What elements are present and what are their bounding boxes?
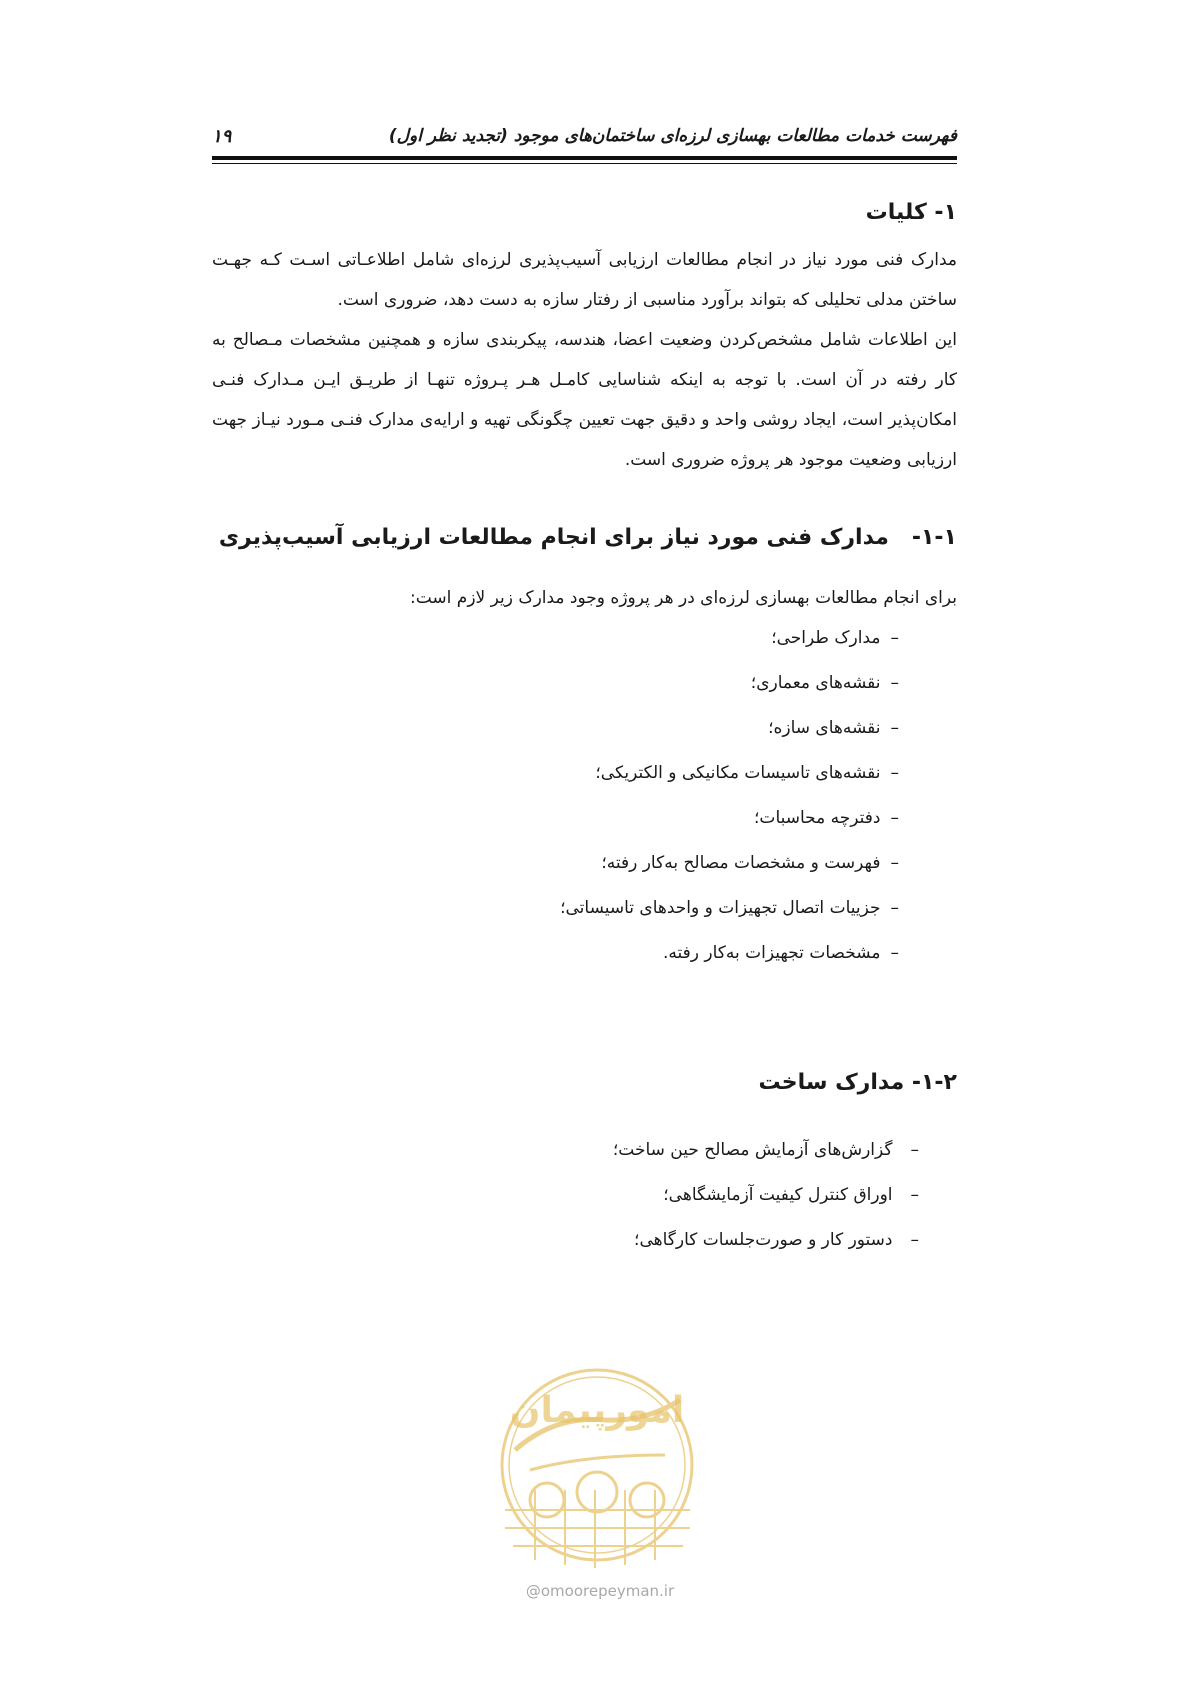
dash-bullet: – bbox=[890, 898, 899, 918]
section-1-1-body bbox=[212, 578, 957, 976]
header-title: فهرست خدمات مطالعات بهسازی لرزه‌ای ساختمان‌های موجود (تجدید نظر اول) bbox=[388, 126, 957, 146]
list-item: –گزارش‌های آزمایش مصالح حین ساخت؛ bbox=[212, 1128, 919, 1173]
page-number: ۱۹ bbox=[212, 126, 232, 147]
section-1-paragraph-2: این اطلاعات شامل مشخص‌کردن وضعیت اعضا، هندسه، پیکربندی سازه و همچنین مشخصات مـصالح به کار رفته در آن است. با توجه به اینکه شناسایی کامـل هـر پـروژه تنهـا از طریـق ایـن مـدارک فنـی امکان‌پذیر است، ایجاد روشی واحد و دقیق جهت تعیین چگونگی تهیه و ارایه‌ی مدارک فنـی مـورد نیـاز جهت ارزیابی وضعیت موجود هر پروژه ضروری است. bbox=[212, 330, 957, 470]
list-item: –نقشه‌های سازه؛ bbox=[212, 706, 899, 751]
section-1-1-intro: برای انجام مطالعات بهسازی لرزه‌ای در هر پروژه وجود مدارک زیر لازم است: bbox=[410, 588, 957, 608]
documents-list bbox=[212, 616, 899, 976]
watermark-seal-icon bbox=[495, 1360, 700, 1580]
dash-bullet: – bbox=[890, 763, 899, 783]
dash-bullet: – bbox=[910, 1185, 919, 1205]
section-1-1-heading: ۱-۱- مدارک فنی مورد نیاز برای انجام مطالعات ارزیابی آسیب‌پذیری bbox=[218, 525, 957, 550]
section-1-2-body bbox=[212, 1128, 957, 1263]
header-rule-thin bbox=[212, 163, 957, 164]
construction-documents-list bbox=[212, 1128, 919, 1263]
list-item: –جزییات اتصال تجهیزات و واحدهای تاسیساتی؛ bbox=[212, 886, 899, 931]
list-item: –نقشه‌های معماری؛ bbox=[212, 661, 899, 706]
dash-bullet: – bbox=[890, 718, 899, 738]
dash-bullet: – bbox=[890, 628, 899, 648]
list-item: –اوراق کنترل کیفیت آزمایشگاهی؛ bbox=[212, 1173, 919, 1218]
list-item: –دفترچه محاسبات؛ bbox=[212, 796, 899, 841]
section-1 bbox=[212, 200, 957, 225]
list-item: –فهرست و مشخصات مصالح به‌کار رفته؛ bbox=[212, 841, 899, 886]
dash-bullet: – bbox=[910, 1230, 919, 1250]
dash-bullet: – bbox=[890, 808, 899, 828]
list-item: –مشخصات تجهیزات به‌کار رفته. bbox=[212, 931, 899, 976]
dash-bullet: – bbox=[890, 673, 899, 693]
list-item: –دستور کار و صورت‌جلسات کارگاهی؛ bbox=[212, 1218, 919, 1263]
dash-bullet: – bbox=[890, 943, 899, 963]
section-1-body bbox=[212, 240, 957, 480]
section-1-heading: ۱- کلیات bbox=[865, 200, 957, 225]
dash-bullet: – bbox=[910, 1140, 919, 1160]
seal-text: امورپیمان bbox=[509, 1390, 685, 1431]
dash-bullet: – bbox=[890, 853, 899, 873]
section-1-2 bbox=[212, 1070, 957, 1095]
running-header bbox=[212, 126, 957, 152]
header-rule-thick bbox=[212, 156, 957, 160]
section-1-2-heading: ۱-۲- مدارک ساخت bbox=[758, 1070, 957, 1095]
list-item: –نقشه‌های تاسیسات مکانیکی و الکتریکی؛ bbox=[212, 751, 899, 796]
section-1-1 bbox=[212, 525, 957, 550]
section-1-paragraph-1: مدارک فنی مورد نیاز در انجام مطالعات ارزیابی آسیب‌پذیری لرزه‌ای شامل اطلاعـاتی اسـت کـه جهـت ساختن مدلی تحلیلی که بتواند برآورد مناسبی از رفتار سازه به دست دهد، ضروری است. bbox=[212, 250, 957, 310]
list-item: –مدارک طراحی؛ bbox=[212, 616, 899, 661]
watermark-url: @omoorepeyman.ir bbox=[525, 1582, 675, 1600]
